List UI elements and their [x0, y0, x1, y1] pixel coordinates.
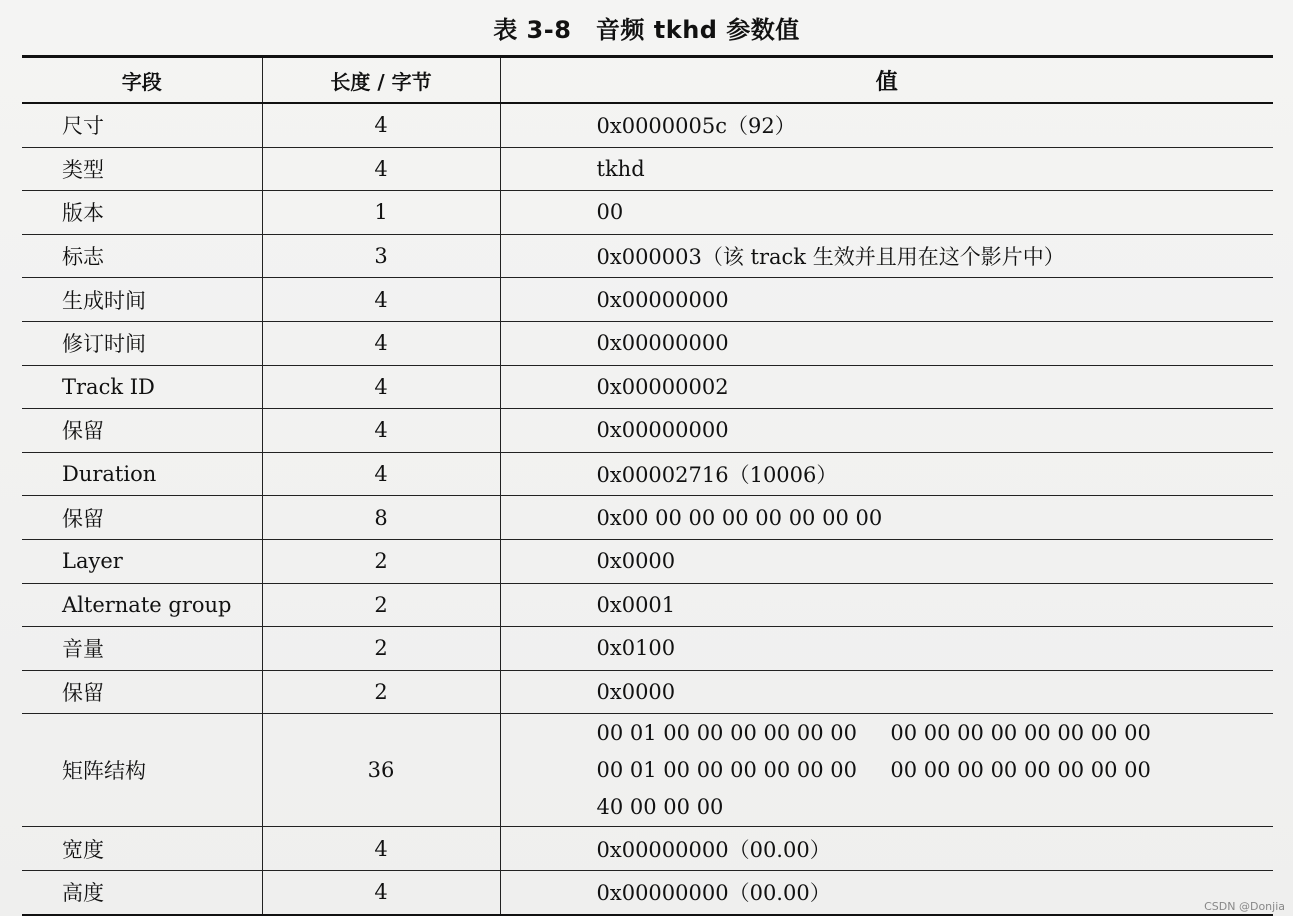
table-row — [22, 627, 1273, 671]
value-cell: 0x00000000（00.00） — [500, 870, 1273, 914]
length-cell: 4 — [262, 452, 500, 496]
tkhd-table — [22, 55, 1273, 916]
table-row — [22, 670, 1273, 714]
field-cell: 版本 — [22, 191, 262, 235]
table-row — [22, 147, 1273, 191]
table-row — [22, 539, 1273, 583]
table-row — [22, 278, 1273, 322]
field-cell: 音量 — [22, 627, 262, 671]
watermark: CSDN @Donjia — [1204, 900, 1285, 913]
field-cell: 尺寸 — [22, 103, 262, 147]
field-cell: 保留 — [22, 496, 262, 540]
value-cell: 00 — [500, 191, 1273, 235]
value-cell: 0x0000 — [500, 539, 1273, 583]
length-cell: 2 — [262, 627, 500, 671]
field-cell: Alternate group — [22, 583, 262, 627]
length-cell: 4 — [262, 870, 500, 914]
length-cell: 2 — [262, 539, 500, 583]
field-cell: Track ID — [22, 365, 262, 409]
field-cell: 保留 — [22, 670, 262, 714]
value-cell: 0x0000005c（92） — [500, 103, 1273, 147]
length-cell: 8 — [262, 496, 500, 540]
value-cell: tkhd — [500, 147, 1273, 191]
table-row — [22, 870, 1273, 914]
value-cell: 0x0001 — [500, 583, 1273, 627]
value-cell: 0x000003（该 track 生效并且用在这个影片中） — [500, 234, 1273, 278]
length-cell: 4 — [262, 365, 500, 409]
matrix-line: 40 00 00 00 — [596, 794, 724, 819]
table-row — [22, 452, 1273, 496]
table-row — [22, 827, 1273, 871]
length-cell: 4 — [262, 409, 500, 453]
length-cell: 1 — [262, 191, 500, 235]
matrix-line: 00 01 00 00 00 00 00 00 00 00 00 00 00 00 00 00 — [596, 720, 1151, 745]
length-cell: 36 — [262, 714, 500, 827]
field-cell: 宽度 — [22, 827, 262, 871]
field-cell: Layer — [22, 539, 262, 583]
field-cell: 修订时间 — [22, 321, 262, 365]
value-cell: 0x0100 — [500, 627, 1273, 671]
value-cell: 0x00002716（10006） — [500, 452, 1273, 496]
table-row — [22, 365, 1273, 409]
length-cell: 4 — [262, 321, 500, 365]
field-cell: 高度 — [22, 870, 262, 914]
value-cell: 0x00 00 00 00 00 00 00 00 — [500, 496, 1273, 540]
value-cell: 0x00000000 — [500, 321, 1273, 365]
table-row — [22, 321, 1273, 365]
length-cell: 4 — [262, 103, 500, 147]
field-cell: Duration — [22, 452, 262, 496]
length-cell: 2 — [262, 670, 500, 714]
length-cell: 2 — [262, 583, 500, 627]
header-field: 字段 — [22, 57, 262, 104]
table-row — [22, 409, 1273, 453]
length-cell: 4 — [262, 278, 500, 322]
table-caption: 表 3-8 音频 tkhd 参数值 — [493, 16, 800, 44]
field-cell: 类型 — [22, 147, 262, 191]
value-cell: 0x00000000 — [500, 409, 1273, 453]
field-cell: 标志 — [22, 234, 262, 278]
table-row — [22, 234, 1273, 278]
matrix-value-cell — [500, 714, 1273, 827]
table-row — [22, 496, 1273, 540]
field-cell: 保留 — [22, 409, 262, 453]
table-row-matrix — [22, 714, 1273, 827]
length-cell: 4 — [262, 147, 500, 191]
header-length: 长度 / 字节 — [262, 57, 500, 104]
header-row — [22, 57, 1273, 104]
length-cell: 3 — [262, 234, 500, 278]
header-value: 值 — [500, 57, 1273, 104]
value-cell: 0x00000002 — [500, 365, 1273, 409]
field-cell: 生成时间 — [22, 278, 262, 322]
field-cell: 矩阵结构 — [22, 714, 262, 827]
matrix-line: 00 01 00 00 00 00 00 00 00 00 00 00 00 00 00 00 — [596, 757, 1151, 782]
table-row — [22, 103, 1273, 147]
value-cell: 0x0000 — [500, 670, 1273, 714]
length-cell: 4 — [262, 827, 500, 871]
value-cell: 0x00000000 — [500, 278, 1273, 322]
table-row — [22, 583, 1273, 627]
table-row — [22, 191, 1273, 235]
value-cell: 0x00000000（00.00） — [500, 827, 1273, 871]
